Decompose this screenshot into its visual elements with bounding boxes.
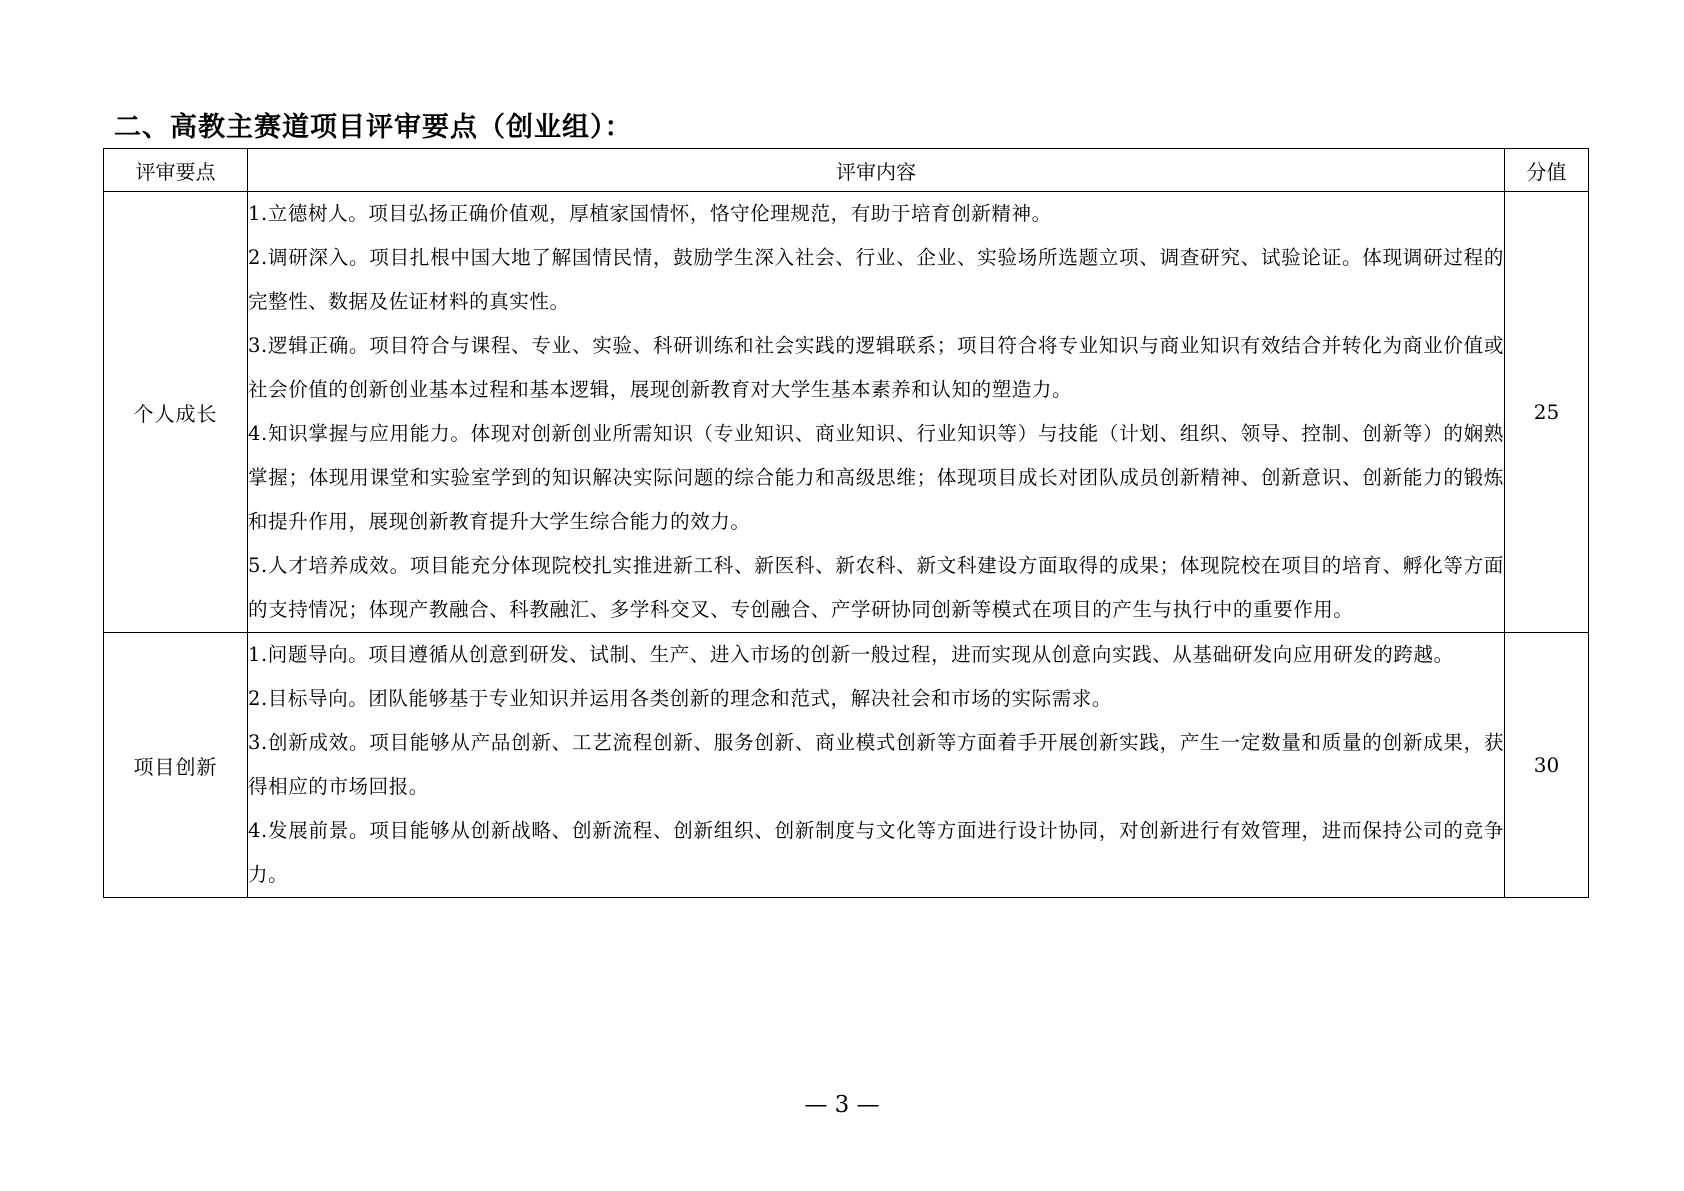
- review-content-cell: [248, 633, 1505, 898]
- header-review-point: 评审要点: [104, 149, 248, 192]
- page-number: — 3 —: [804, 1092, 880, 1118]
- review-criteria-table: [103, 148, 1589, 898]
- table-header-row: [104, 149, 1589, 192]
- header-review-content: 评审内容: [248, 149, 1505, 192]
- criteria-item: 2.调研深入。项目扎根中国大地了解国情民情，鼓励学生深入社会、行业、企业、实验场所选题立项、调查研究、试验论证。体现调研过程的完整性、数据及佐证材料的真实性。: [248, 246, 1504, 313]
- criteria-item: 5.人才培养成效。项目能充分体现院校扎实推进新工科、新医科、新农科、新文科建设方面取得的成果；体现院校在项目的培育、孵化等方面的支持情况；体现产教融合、科教融汇、多学科交叉、专创融合、产学研协同创新等模式在项目的产生与执行中的重要作用。: [248, 554, 1504, 621]
- criteria-item: 4.知识掌握与应用能力。体现对创新创业所需知识（专业知识、商业知识、行业知识等）与技能（计划、组织、领导、控制、创新等）的娴熟掌握；体现用课堂和实验室学到的知识解决实际问题的综合能力和高级思维；体现项目成长对团队成员创新精神、创新意识、创新能力的锻炼和提升作用，展现创新教育提升大学生综合能力的效力。: [248, 422, 1504, 533]
- score-cell: 30: [1505, 633, 1589, 898]
- criteria-item: 3.创新成效。项目能够从产品创新、工艺流程创新、服务创新、商业模式创新等方面着手开展创新实践，产生一定数量和质量的创新成果，获得相应的市场回报。: [248, 731, 1504, 798]
- review-point-cell: 项目创新: [104, 633, 248, 898]
- header-score: 分值: [1505, 149, 1589, 192]
- criteria-item: 2.目标导向。团队能够基于专业知识并运用各类创新的理念和范式，解决社会和市场的实际需求。: [248, 687, 1113, 710]
- review-content-cell: [248, 192, 1505, 633]
- criteria-item: 4.发展前景。项目能够从创新战略、创新流程、创新组织、创新制度与文化等方面进行设计协同，对创新进行有效管理，进而保持公司的竞争力。: [248, 819, 1504, 886]
- criteria-item: 1.问题导向。项目遵循从创意到研发、试制、生产、进入市场的创新一般过程，进而实现从创意向实践、从基础研发向应用研发的跨越。: [248, 643, 1454, 666]
- criteria-item: 3.逻辑正确。项目符合与课程、专业、实验、科研训练和社会实践的逻辑联系；项目符合将专业知识与商业知识有效结合并转化为商业价值或社会价值的创新创业基本过程和基本逻辑，展现创新教育对大学生基本素养和认知的塑造力。: [248, 334, 1504, 401]
- section-title: 二、高教主赛道项目评审要点（创业组）：: [114, 112, 633, 143]
- table-row: [104, 633, 1589, 898]
- review-point-cell: 个人成长: [104, 192, 248, 633]
- score-cell: 25: [1505, 192, 1589, 633]
- criteria-item: 1.立德树人。项目弘扬正确价值观，厚植家国情怀，恪守伦理规范，有助于培育创新精神。: [248, 202, 1052, 225]
- table-row: [104, 192, 1589, 633]
